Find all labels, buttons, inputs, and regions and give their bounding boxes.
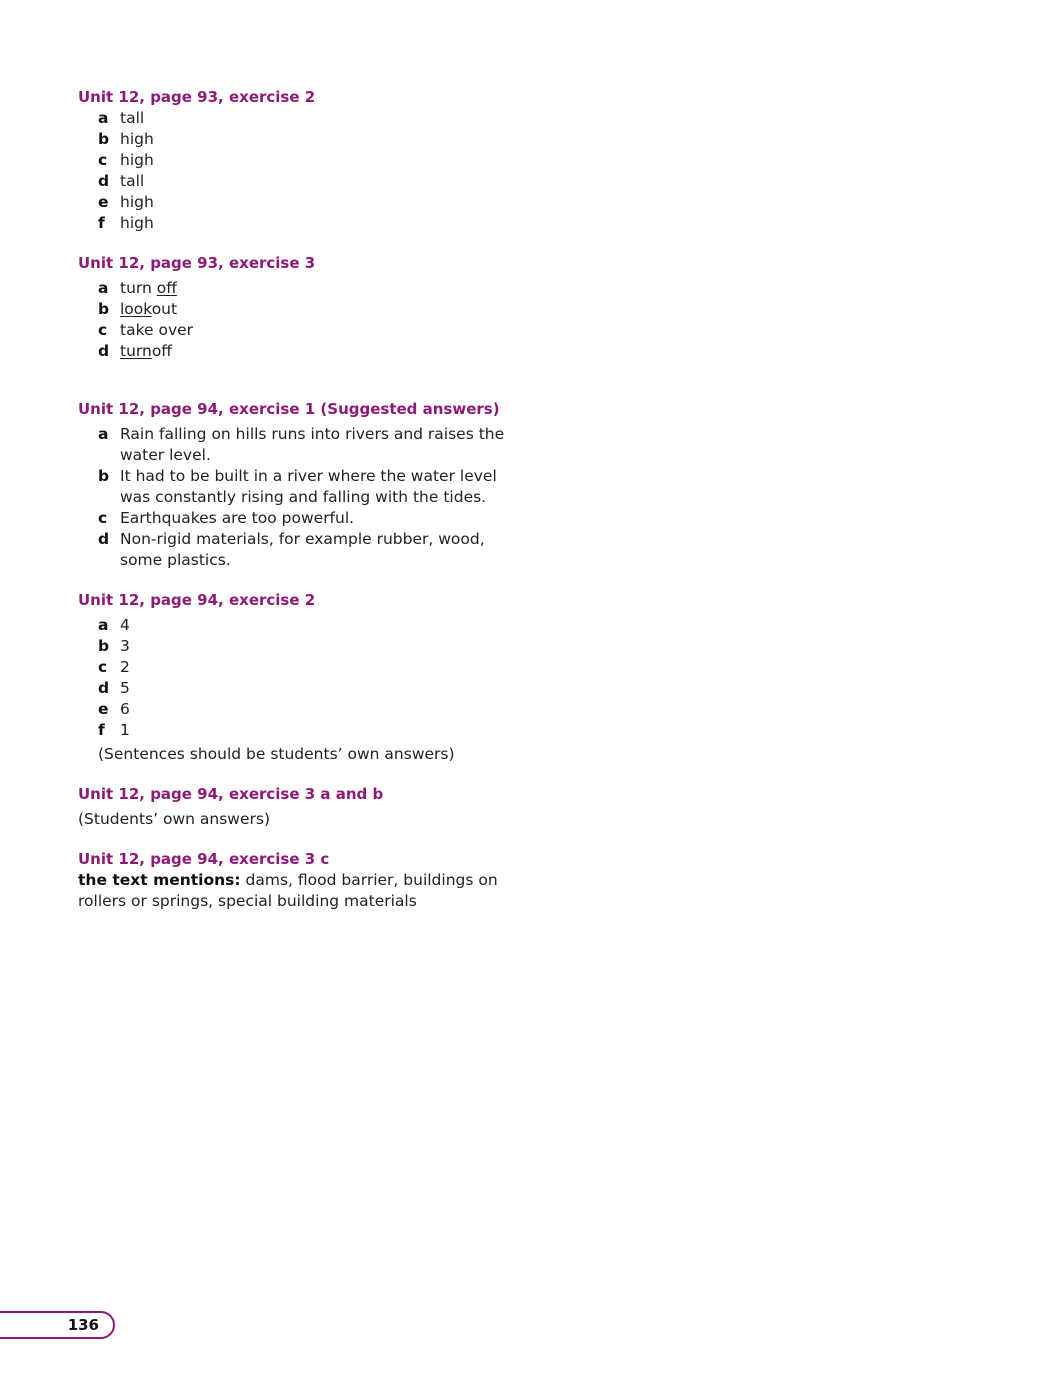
answer-text-underlined: look: [120, 300, 152, 318]
answer-text: take over: [120, 321, 194, 339]
section-bold-lead: the text mentions:: [78, 871, 241, 889]
answer-item: [78, 108, 528, 129]
answer-item: [78, 171, 528, 192]
section-heading: Unit 12, page 94, exercise 3 c: [78, 850, 330, 868]
answer-text-pre: turn: [120, 279, 157, 297]
answer-text-underlined: turn: [120, 342, 152, 360]
answer-text: 6: [120, 700, 130, 718]
answer-text: [120, 299, 528, 320]
answer-item: [78, 278, 528, 299]
section-text: [78, 870, 528, 912]
answer-letter: a: [98, 616, 109, 634]
answer-item: [78, 720, 528, 741]
answer-letter: d: [98, 342, 110, 360]
answer-key: [78, 87, 528, 931]
answer-item: [78, 213, 528, 234]
section-p94-ex2: [78, 590, 528, 765]
answer-text-post: out: [151, 300, 178, 318]
answer-letter: d: [98, 679, 110, 697]
answer-text: 1: [120, 721, 130, 739]
answer-letter: d: [98, 172, 110, 190]
answer-letter: e: [98, 193, 109, 211]
answer-item: [78, 699, 528, 720]
answer-text: 3: [120, 637, 130, 655]
answer-text-underlined: off: [156, 279, 177, 297]
answer-text: [120, 278, 528, 299]
answer-item: [78, 341, 528, 362]
answer-item: [78, 424, 528, 466]
section-p94-ex3ab: [78, 784, 528, 830]
answer-letter: f: [98, 214, 105, 232]
answer-text: tall: [120, 172, 145, 190]
answer-letter: c: [98, 509, 108, 527]
answer-letter: c: [98, 321, 108, 339]
answer-item: [78, 320, 528, 341]
answer-text: Non-rigid materials, for example rubber, wood, some plastics.: [120, 530, 485, 569]
section-body: dams, flood barrier, buildings on rollers or springs, special building materials: [78, 871, 498, 910]
answer-text: It had to be built in a river where the water level was constantly rising and falling with the tides.: [120, 467, 497, 506]
answer-letter: a: [98, 425, 109, 443]
answer-letter: c: [98, 658, 108, 676]
answer-item: [78, 466, 528, 508]
answer-text: 2: [120, 658, 130, 676]
answer-letter: b: [98, 300, 110, 318]
answer-letter: d: [98, 530, 110, 548]
section-p93-ex3: [78, 253, 528, 362]
section-heading: Unit 12, page 94, exercise 1 (Suggested answers): [78, 400, 500, 418]
answer-letter: b: [98, 130, 110, 148]
answer-text: Earthquakes are too powerful.: [120, 509, 355, 527]
section-heading: Unit 12, page 94, exercise 3 a and b: [78, 785, 384, 803]
answer-text: [120, 341, 528, 362]
answer-item: [78, 657, 528, 678]
answer-text-post: off: [151, 342, 172, 360]
page-number-tab: [0, 1311, 115, 1339]
answer-item: [78, 508, 528, 529]
answer-letter: c: [98, 151, 108, 169]
section-p94-ex1: [78, 399, 528, 571]
answer-letter: b: [98, 467, 110, 485]
answer-text: tall: [120, 109, 145, 127]
answer-letter: e: [98, 700, 109, 718]
answer-item: [78, 636, 528, 657]
answer-item: [78, 299, 528, 320]
answer-text: Rain falling on hills runs into rivers and raises the water level.: [120, 425, 505, 464]
page-number: 136: [67, 1316, 99, 1334]
section-note: (Sentences should be students’ own answers): [98, 745, 455, 763]
answer-item: [78, 615, 528, 636]
answer-letter: b: [98, 637, 110, 655]
section-heading: Unit 12, page 94, exercise 2: [78, 591, 316, 609]
answer-letter: f: [98, 721, 105, 739]
section-p93-ex2: [78, 87, 528, 234]
answer-text: high: [120, 214, 154, 232]
section-text: (Students’ own answers): [78, 810, 271, 828]
answer-item: [78, 192, 528, 213]
answer-text: 4: [120, 616, 130, 634]
answer-item: [78, 129, 528, 150]
section-heading: Unit 12, page 93, exercise 2: [78, 88, 316, 106]
answer-text: high: [120, 130, 154, 148]
answer-text: 5: [120, 679, 130, 697]
answer-letter: a: [98, 109, 109, 127]
section-heading: Unit 12, page 93, exercise 3: [78, 254, 316, 272]
answer-text: high: [120, 193, 154, 211]
section-p94-ex3c: [78, 849, 528, 912]
answer-item: [78, 529, 528, 571]
answer-item: [78, 678, 528, 699]
answer-letter: a: [98, 279, 109, 297]
answer-text: high: [120, 151, 154, 169]
answer-item: [78, 150, 528, 171]
